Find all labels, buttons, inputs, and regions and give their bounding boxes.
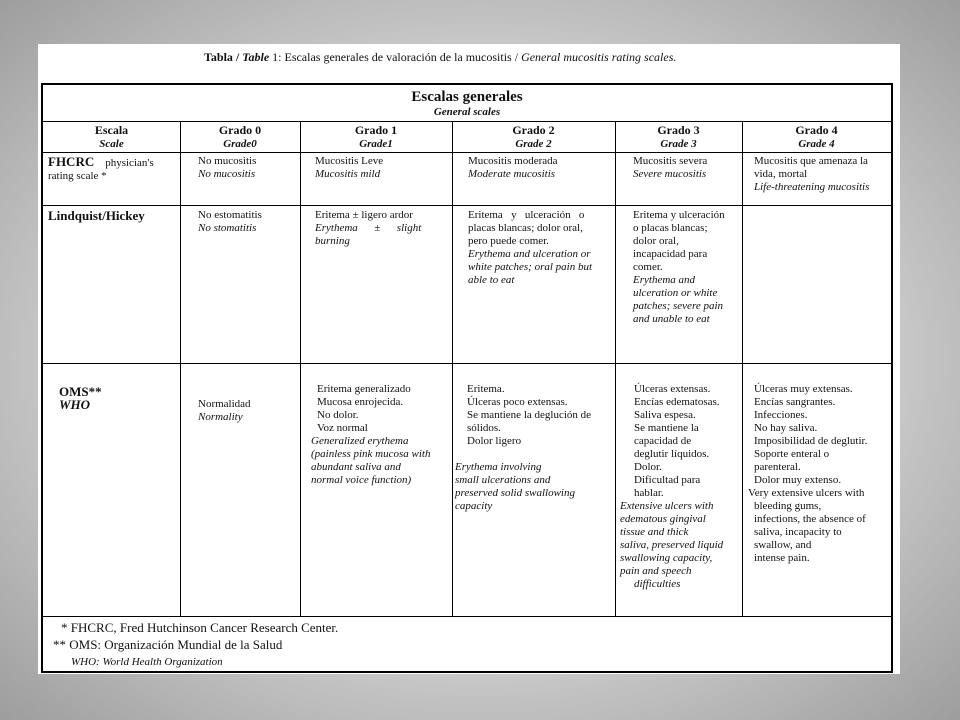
mucositis-table — [41, 83, 893, 673]
table-title-spanish: Escalas generales — [411, 89, 523, 105]
caption-table: Table — [242, 50, 270, 64]
oms-grade-3: Úlceras extensas. Encías edematosas. Saliva espesa. Se mantiene la capacidad de deglutir líquidos. Dolor. Dificultad para hablar. Extensive ulcers with edematous gingival tissue and thick saliva, preserved liquid swallowing capacity, pain and speech difficulties — [620, 383, 724, 590]
row-divider — [43, 205, 891, 206]
row-divider — [43, 616, 891, 617]
oms-grade-1: Eritema generalizado Mucosa enrojecida. No dolor. Voz normal Generalized erythema (painless pink mucosa with abundant saliva and normal voice function) — [311, 383, 431, 486]
row-divider — [43, 121, 891, 122]
table-caption — [204, 50, 676, 64]
caption-number: 1: — [272, 50, 282, 64]
header-scale: Escala Scale — [94, 123, 129, 150]
header-grade-0: Grado 0 Grade0 — [218, 123, 262, 150]
footnote-who: WHO: World Health Organization — [71, 656, 223, 668]
row-divider — [43, 363, 891, 364]
column-divider — [615, 121, 616, 616]
lindquist-grade-0: No estomatitis No stomatitis — [198, 209, 262, 234]
oms-grade-2: Eritema. Úlceras poco extensas. Se mantiene la deglución de sólidos. Dolor ligero Erythema involving small ulcerations and preserved solid swallowing capacity — [455, 383, 592, 512]
oms-grade-4: Úlceras muy extensas. Encías sangrantes. Infecciones. No hay saliva. Imposibilidad de deglutir. Soporte enteral o parenteral. Dolor muy extenso. Very extensive ulcers with bleeding gums, infections, the absence of saliva, incapacity to swallow, and intense pain. — [748, 383, 868, 564]
caption-english: General mucositis rating scales. — [521, 50, 677, 64]
document-page — [38, 44, 900, 674]
caption-spanish: Escalas generales de valoración de la mucositis / — [284, 50, 519, 64]
scale-lindquist-hickey: Lindquist/Hickey — [48, 208, 145, 223]
column-divider — [452, 121, 453, 616]
lindquist-grade-3: Eritema y ulceración o placas blancas; dolor oral, incapacidad para comer. Erythema and ulceration or white patches; severe pain and unable to eat — [633, 209, 725, 325]
header-grade-4: Grado 4 Grade 4 — [795, 123, 838, 150]
column-divider — [742, 121, 743, 616]
lindquist-grade-2: Eritema y ulceración o placas blancas; dolor oral, pero puede comer. Erythema and ulceration or white patches; oral pain but able to eat — [468, 209, 593, 286]
table-title-english: General scales — [433, 106, 501, 118]
footnote-oms: ** OMS: Organización Mundial de la Salud — [53, 637, 283, 652]
row-divider — [43, 152, 891, 153]
caption-tabla: Tabla / — [204, 50, 240, 64]
fhcrc-grade-4: Mucositis que amenaza la vida, mortal Life-threatening mucositis — [754, 155, 870, 193]
oms-grade-0: Normalidad Normality — [198, 398, 251, 423]
table-title — [43, 89, 891, 119]
footnote-fhcrc: * FHCRC, Fred Hutchinson Cancer Research Center. — [61, 620, 339, 635]
scale-fhcrc: FHCRC physician's rating scale * — [48, 154, 154, 182]
fhcrc-grade-2: Mucositis moderada Moderate mucositis — [468, 155, 558, 180]
column-divider — [300, 121, 301, 616]
scale-oms-who: OMS** WHO — [59, 384, 102, 412]
column-divider — [180, 121, 181, 616]
fhcrc-grade-0: No mucositis No mucositis — [198, 155, 257, 180]
fhcrc-grade-1: Mucositis Leve Mucositis mild — [315, 155, 384, 180]
header-grade-1: Grado 1 Grade1 — [354, 123, 398, 150]
header-grade-3: Grado 3 Grade 3 — [657, 123, 700, 150]
header-grade-2: Grado 2 Grade 2 — [512, 123, 555, 150]
lindquist-grade-1: Eritema ± ligero ardor Erythema ± slight burning — [315, 209, 422, 247]
fhcrc-grade-3: Mucositis severa Severe mucositis — [633, 155, 708, 180]
